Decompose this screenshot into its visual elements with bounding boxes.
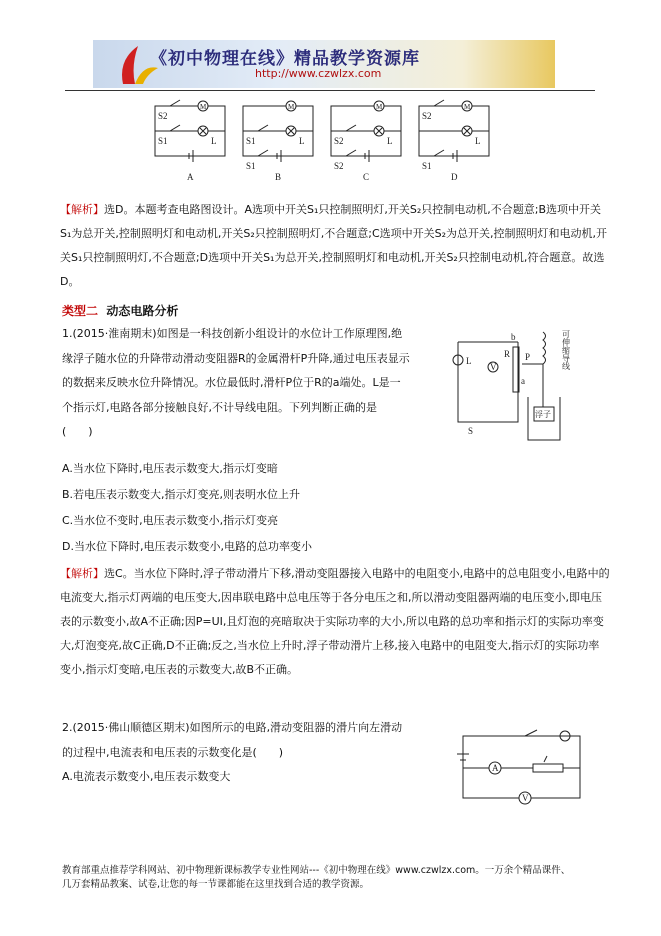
section-heading: 类型二 动态电路分析 [62,304,179,318]
svg-text:A: A [187,172,194,182]
svg-text:L: L [475,136,481,146]
svg-text:C: C [363,172,370,182]
switch-label: S [468,426,474,436]
analysis-2: 【解析】选C。当水位下降时,浮子带动滑片下移,滑动变阻器接入电路中的电阻变小,电路中的总电阻变小,电路中的电流变大,指示灯两端的电压变大,因串联电路中总电压等于各分电压之和,所以滑动变阻器两端的电压变小,即电压表的示数变小,故A不正确;因P=UI,且灯泡的亮暗取决于实际功率的大小,所以电路的总功率和指示灯的实际功率变大,灯泡变亮,故C正确,D不正确;反之,当水位上升时,浮子带动滑片上移,接入电路中的电阻变大,指示灯的实际功率变小,指示灯变暗,电压表的示数变大,故B不正确。 [60,567,610,676]
svg-text:B: B [275,172,282,182]
slider-p-label: P [525,352,531,362]
stretchable-wire-label: 可伸缩导线 [561,330,571,370]
voltmeter-label: V [522,793,529,803]
svg-text:S2: S2 [158,111,168,121]
svg-text:M: M [376,103,383,111]
circuit-B [243,101,313,182]
svg-text:L: L [211,136,217,146]
header-rule [65,90,595,91]
svg-text:D: D [451,172,458,182]
water-level-figure [448,322,588,444]
svg-text:M: M [200,103,207,111]
question-2: 2.(2015·佛山顺德区期末)如图所示的电路,滑动变阻器的滑片向左滑动 的过程中,电流表和电压表的示数变化是( ) A.电流表示数变小,电压表示数变大 [62,721,403,783]
svg-text:S2: S2 [334,136,344,146]
ammeter-label: A [492,763,499,773]
svg-text:L: L [299,136,305,146]
svg-text:S2: S2 [422,111,432,121]
circuit-A [155,100,225,182]
voltmeter-label: V [490,362,497,372]
rheostat-label: R [504,349,511,359]
svg-text:L: L [387,136,393,146]
svg-text:M: M [288,103,295,111]
svg-text:S1: S1 [246,161,256,171]
banner-title: 《初中物理在线》精品教学资源库 [150,49,420,69]
slider-circuit-figure [455,726,590,806]
svg-text:S1: S1 [422,161,432,171]
svg-text:M: M [464,103,471,111]
svg-text:S1: S1 [158,136,168,146]
float-label: 浮子 [535,410,551,419]
question-1-options: A.当水位下降时,电压表示数变大,指示灯变暗 B.若电压表示数变大,指示灯变亮,则表明水位上升 C.当水位不变时,电压表示数变小,指示灯变亮 D.当水位下降时,电压表示数变小,电路的总功率变小 [62,462,312,553]
banner-url: http://www.czwlzx.com [255,67,382,80]
end-b-label: b [511,332,516,342]
lamp-label: L [466,356,472,366]
circuit-D [419,100,489,182]
circuit-C [331,101,401,182]
question-1-stem: 1.(2015·淮南期末)如图是一科技创新小组设计的水位计工作原理图,绝 缘浮子随水位的升降带动滑动变阻器R的金属滑杆P升降,通过电压表显示 的数据来反映水位升降情况。水位最低时,滑杆P位于R的a端处。L是一 个指示灯,电路各部分接触良好,不计导线电阻。下列判断正确的是 ( ) [62,327,410,438]
svg-text:S2: S2 [334,161,344,171]
svg-text:S1: S1 [246,136,256,146]
end-a-label: a [521,376,525,386]
page-footer: 教育部重点推荐学科网站、初中物理新课标教学专业性网站---《初中物理在线》www.czwlzx.com。一万余个精品课件、 几万套精品教案、试卷,让您的每一节课都能在这里找到合适的教学资源。 [62,865,571,890]
circuit-options-figure [150,98,510,182]
analysis-1: 【解析】选D。本题考查电路图设计。A选项中开关S₁只控制照明灯,开关S₂只控制电动机,不合题意;B选项中开关S₁为总开关,控制照明灯和电动机,开关S₂只控制照明灯,不合题意;C选项中开关S₂为总开关,控制照明灯和电动机,开关S₁只控制照明灯,不合题意;D选项中开关S₁为总开关,控制照明灯和电动机,开关S₂只控制电动机,符合题意。故选D。 [60,203,608,288]
